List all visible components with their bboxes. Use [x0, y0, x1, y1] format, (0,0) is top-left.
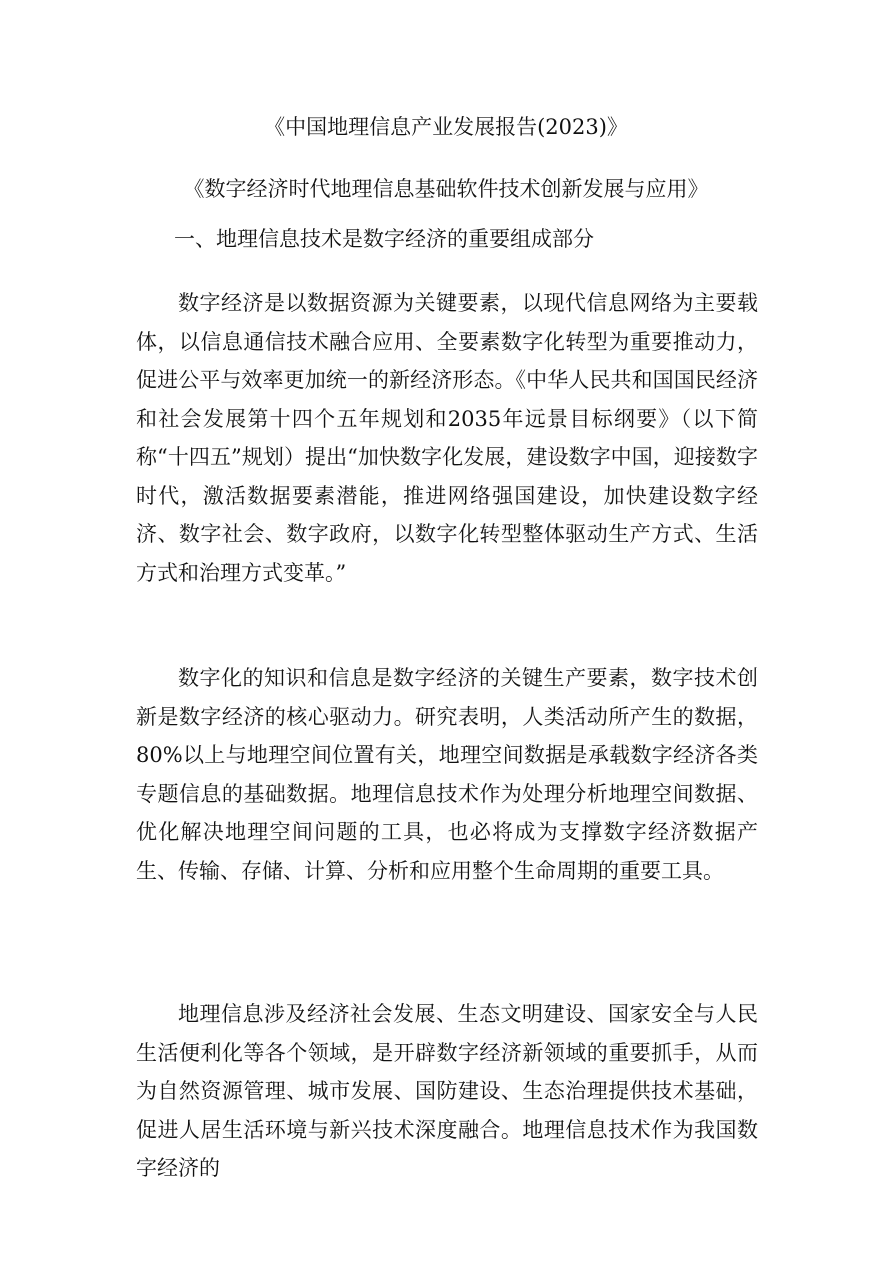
report-title: 《中国地理信息产业发展报告(2023)》 — [264, 115, 628, 139]
paragraph-1: 数字经济是以数据资源为关键要素，以现代信息网络为主要载体，以信息通信技术融合应用、全要素数字化转型为重要推动力，促进公平与效率更加统一的新经济形态。《中华人民共和国国民经济和社会发展第十四个五年规划和2035年远景目标纲要》（以下简称“十四五”规划）提出“加快数字化发展，建设数字中国，迎接数字时代，激活数据要素潜能，推进网络强国建设，加快建设数字经济、数字社会、数字政府，以数字化转型整体驱动生产方式、生活方式和治理方式变革。” — [136, 291, 758, 585]
report-subtitle: 《数字经济时代地理信息基础软件技术创新发展与应用》 — [183, 177, 709, 201]
section-heading: 一、地理信息技术是数字经济的重要组成部分 — [174, 227, 594, 251]
paragraph-3: 地理信息涉及经济社会发展、生态文明建设、国家安全与人民生活便利化等各个领域，是开辟数字经济新领域的重要抓手，从而为自然资源管理、城市发展、国防建设、生态治理提供技术基础，促进人居生活环境与新兴技术深度融合。地理信息技术作为我国数字经济的 — [136, 1002, 758, 1180]
paragraph-2: 数字化的知识和信息是数字经济的关键生产要素，数字技术创新是数字经济的核心驱动力。研究表明，人类活动所产生的数据，80%以上与地理空间位置有关，地理空间数据是承载数字经济各类专题信息的基础数据。地理信息技术作为处理分析地理空间数据、优化解决地理空间问题的工具，也必将成为支撑数字经济数据产生、传输、存储、计算、分析和应用整个生命周期的重要工具。 — [136, 666, 758, 883]
